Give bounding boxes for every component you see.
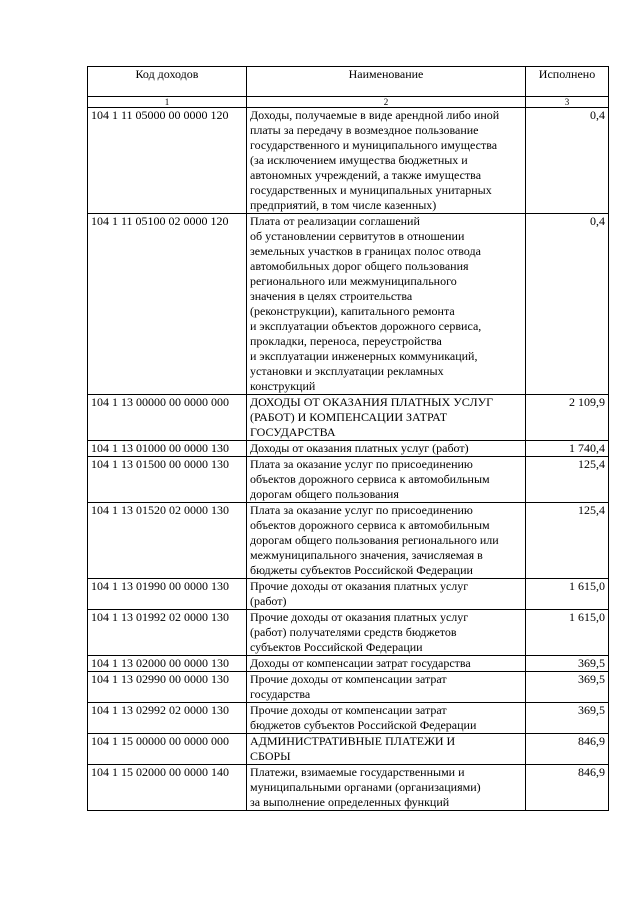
- row-value: 369,5: [526, 656, 609, 672]
- table-row: [88, 734, 609, 765]
- row-code: 104 1 13 02990 00 0000 130: [88, 672, 247, 703]
- row-name: АДМИНИСТРАТИВНЫЕ ПЛАТЕЖИ И СБОРЫ: [247, 734, 526, 765]
- table-row: [88, 703, 609, 734]
- table-row: [88, 579, 609, 610]
- row-value: 2 109,9: [526, 395, 609, 441]
- row-code: 104 1 13 01500 00 0000 130: [88, 457, 247, 503]
- row-value: 846,9: [526, 765, 609, 811]
- row-name: Прочие доходы от компенсации затрат бюджетов субъектов Российской Федерации: [247, 703, 526, 734]
- row-value: 846,9: [526, 734, 609, 765]
- column-number: 2: [247, 97, 526, 108]
- row-name: Доходы от компенсации затрат государства: [247, 656, 526, 672]
- row-value: 0,4: [526, 214, 609, 395]
- table-row: [88, 765, 609, 811]
- header-code: Код доходов: [88, 67, 247, 97]
- row-value: 0,4: [526, 108, 609, 214]
- row-name: Платежи, взимаемые государственными и муниципальными органами (организациями) за выполнение определенных функций: [247, 765, 526, 811]
- column-number: 3: [526, 97, 609, 108]
- header-value: Исполнено: [526, 67, 609, 97]
- revenue-table: [87, 66, 609, 811]
- table-header-row: [88, 67, 609, 97]
- table-row: [88, 503, 609, 579]
- row-name: Доходы от оказания платных услуг (работ): [247, 441, 526, 457]
- row-name: Прочие доходы от оказания платных услуг (работ): [247, 579, 526, 610]
- row-code: 104 1 13 01992 02 0000 130: [88, 610, 247, 656]
- row-code: 104 1 13 00000 00 0000 000: [88, 395, 247, 441]
- row-value: 1 740,4: [526, 441, 609, 457]
- row-value: 125,4: [526, 503, 609, 579]
- column-number-row: [88, 97, 609, 108]
- row-value: 1 615,0: [526, 579, 609, 610]
- header-name: Наименование: [247, 67, 526, 97]
- table-row: [88, 441, 609, 457]
- row-code: 104 1 15 02000 00 0000 140: [88, 765, 247, 811]
- row-value: 369,5: [526, 672, 609, 703]
- table-row: [88, 457, 609, 503]
- column-number: 1: [88, 97, 247, 108]
- row-name: Плата за оказание услуг по присоединению объектов дорожного сервиса к автомобильным дорогам общего пользования регионального или межмуниципального значения, зачисляемая в бюджеты субъектов Российской Федерации: [247, 503, 526, 579]
- row-value: 125,4: [526, 457, 609, 503]
- row-code: 104 1 13 02992 02 0000 130: [88, 703, 247, 734]
- row-code: 104 1 11 05000 00 0000 120: [88, 108, 247, 214]
- table-row: [88, 610, 609, 656]
- table-row: [88, 108, 609, 214]
- table-row: [88, 214, 609, 395]
- row-value: 1 615,0: [526, 610, 609, 656]
- table-row: [88, 395, 609, 441]
- row-code: 104 1 13 01990 00 0000 130: [88, 579, 247, 610]
- row-code: 104 1 15 00000 00 0000 000: [88, 734, 247, 765]
- table-row: [88, 672, 609, 703]
- row-code: 104 1 13 02000 00 0000 130: [88, 656, 247, 672]
- row-name: Доходы, получаемые в виде арендной либо иной платы за передачу в возмездное пользование государственного и муниципального имущества (за исключением имущества бюджетных и автономных учреждений, а также имущества государственных и муниципальных унитарных предприятий, в том числе казенных): [247, 108, 526, 214]
- row-name: Плата от реализации соглашений об установлении сервитутов в отношении земельных участков в границах полос отвода автомобильных дорог общего пользования регионального или межмуниципального значения в целях строительства (реконструкции), капитального ремонта и эксплуатации объектов дорожного сервиса, прокладки, переноса, переустройства и эксплуатации инженерных коммуникаций, установки и эксплуатации рекламных конструкций: [247, 214, 526, 395]
- row-code: 104 1 13 01520 02 0000 130: [88, 503, 247, 579]
- row-value: 369,5: [526, 703, 609, 734]
- row-code: 104 1 13 01000 00 0000 130: [88, 441, 247, 457]
- row-name: Прочие доходы от оказания платных услуг (работ) получателями средств бюджетов субъектов Российской Федерации: [247, 610, 526, 656]
- row-name: Прочие доходы от компенсации затрат государства: [247, 672, 526, 703]
- table-row: [88, 656, 609, 672]
- row-name: ДОХОДЫ ОТ ОКАЗАНИЯ ПЛАТНЫХ УСЛУГ (РАБОТ) И КОМПЕНСАЦИИ ЗАТРАТ ГОСУДАРСТВА: [247, 395, 526, 441]
- row-name: Плата за оказание услуг по присоединению объектов дорожного сервиса к автомобильным дорогам общего пользования: [247, 457, 526, 503]
- row-code: 104 1 11 05100 02 0000 120: [88, 214, 247, 395]
